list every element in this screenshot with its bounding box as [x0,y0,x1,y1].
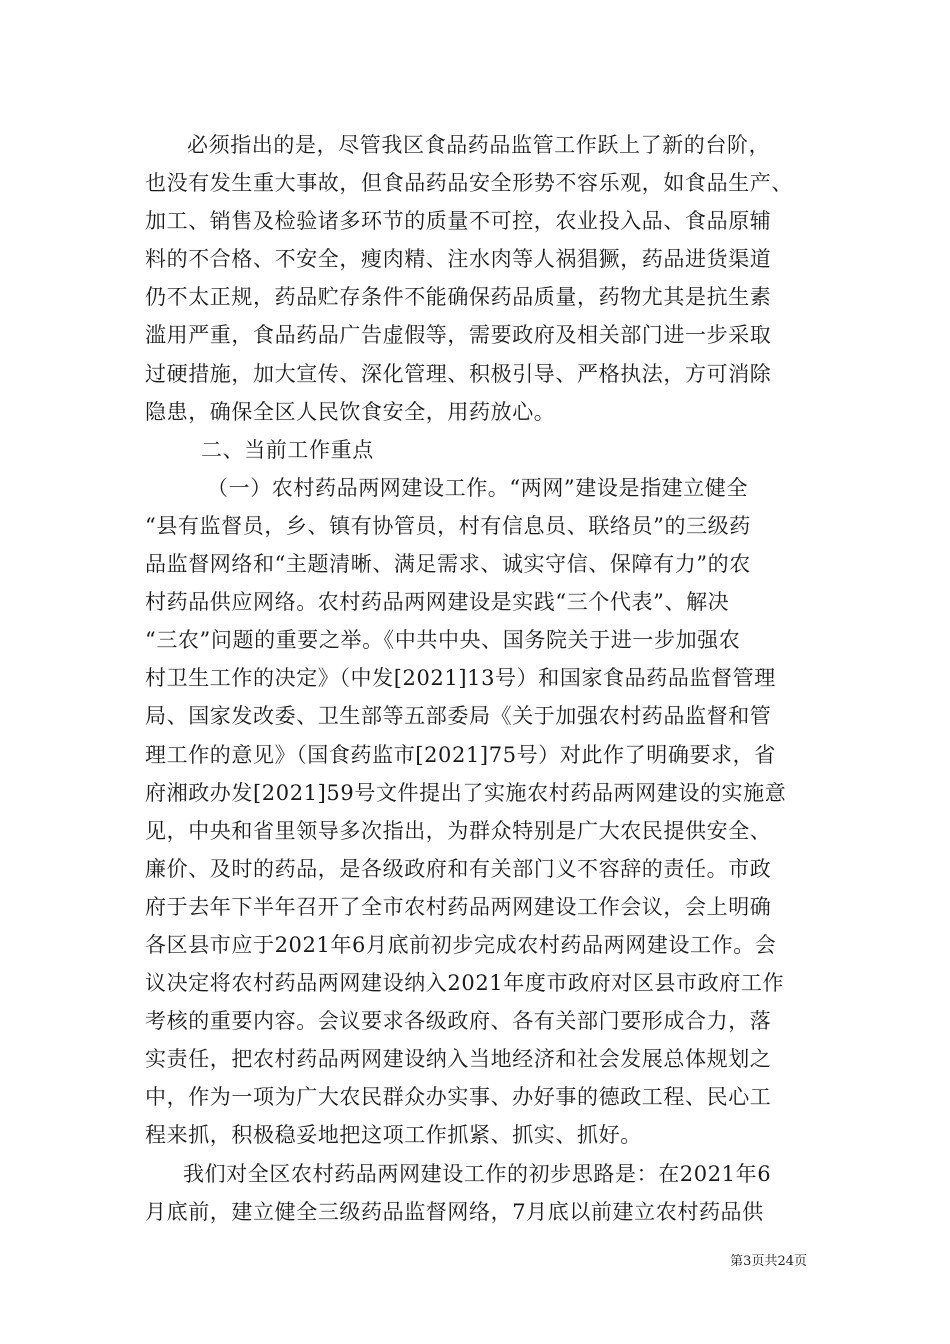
paragraph-line: 议决定将农村药品两网建设纳入2021年度市政府对区县市政府工作 [145,971,785,996]
paragraph-line: 程来抓，积极稳妥地把这项工作抓紧、抓实、抓好。 [145,1123,642,1148]
paragraph-line: 府湘政办发[2021]59号文件提出了实施农村药品两网建设的实施意 [145,780,787,805]
paragraph-line: 过硬措施，加大宣传、深化管理、积极引导、严格执法，方可消除 [145,361,772,386]
paragraph-line: “县有监督员，乡、镇有协管员，村有信息员、联络员”的三级药 [145,513,751,538]
paragraph-line: 村卫生工作的决定》（中发[2021]13号）和国家食品药品监督管理 [145,666,776,691]
body-text [145,126,805,1231]
paragraph-line: 也没有发生重大事故，但食品药品安全形势不容乐观，如食品生产、 [145,171,793,196]
paragraph-line: 理工作的意见》（国食药监市[2021]75号）对此作了明确要求，省 [145,742,776,767]
paragraph-line: 滥用严重，食品药品广告虚假等，需要政府及相关部门进一步采取 [145,323,772,348]
page-number-footer: 第3页共24页 [730,1254,807,1269]
paragraph-line: 料的不合格、不安全，瘦肉精、注水肉等人祸猖獗，药品进货渠道 [145,247,772,272]
paragraph-line: 我们对全区农村药品两网建设工作的初步思路是：在2021年6 [183,1161,772,1186]
paragraph-line: 中，作为一项为广大农民群众办实事、办好事的德政工程、民心工 [145,1085,772,1110]
paragraph-line: 隐患，确保全区人民饮食安全，用药放心。 [145,399,556,424]
paragraph-line: 局、国家发改委、卫生部等五部委局《关于加强农村药品监督和管 [145,704,772,729]
paragraph-line: （一）农村药品两网建设工作。“两网”建设是指建立健全 [207,475,749,500]
paragraph-line: 仍不太正规，药品贮存条件不能确保药品质量，药物尤其是抗生素 [145,285,772,310]
paragraph-line: 考核的重要内容。会议要求各级政府、各有关部门要形成合力，落 [145,1009,772,1034]
paragraph-line: 必须指出的是，尽管我区食品药品监管工作跃上了新的台阶， [187,133,771,157]
paragraph-line: 廉价、及时的药品，是各级政府和有关部门义不容辞的责任。市政 [145,856,772,881]
paragraph-line: 实责任，把农村药品两网建设纳入当地经济和社会发展总体规划之 [145,1047,772,1072]
paragraph-line: 村药品供应网络。农村药品两网建设是实践“三个代表”、解决 [145,590,730,615]
paragraph-line: 各区县市应于2021年6月底前初步完成农村药品两网建设工作。会 [145,932,777,957]
paragraph-line: 品监督网络和“主题清晰、满足需求、诚实守信、保障有力”的农 [145,552,751,577]
paragraph-line: 府于去年下半年召开了全市农村药品两网建设工作会议，会上明确 [145,894,772,919]
section-heading: 二、当前工作重点 [201,437,374,462]
paragraph-line: “三农”问题的重要之举。《中共中央、国务院关于进一步加强农 [145,628,741,653]
paragraph-line: 加工、销售及检验诸多环节的质量不可控，农业投入品、食品原辅 [145,209,772,234]
paragraph-line: 见，中央和省里领导多次指出，为群众特别是广大农民提供安全、 [145,818,772,843]
paragraph-line: 月底前，建立健全三级药品监督网络，7月底以前建立农村药品供 [145,1199,764,1224]
